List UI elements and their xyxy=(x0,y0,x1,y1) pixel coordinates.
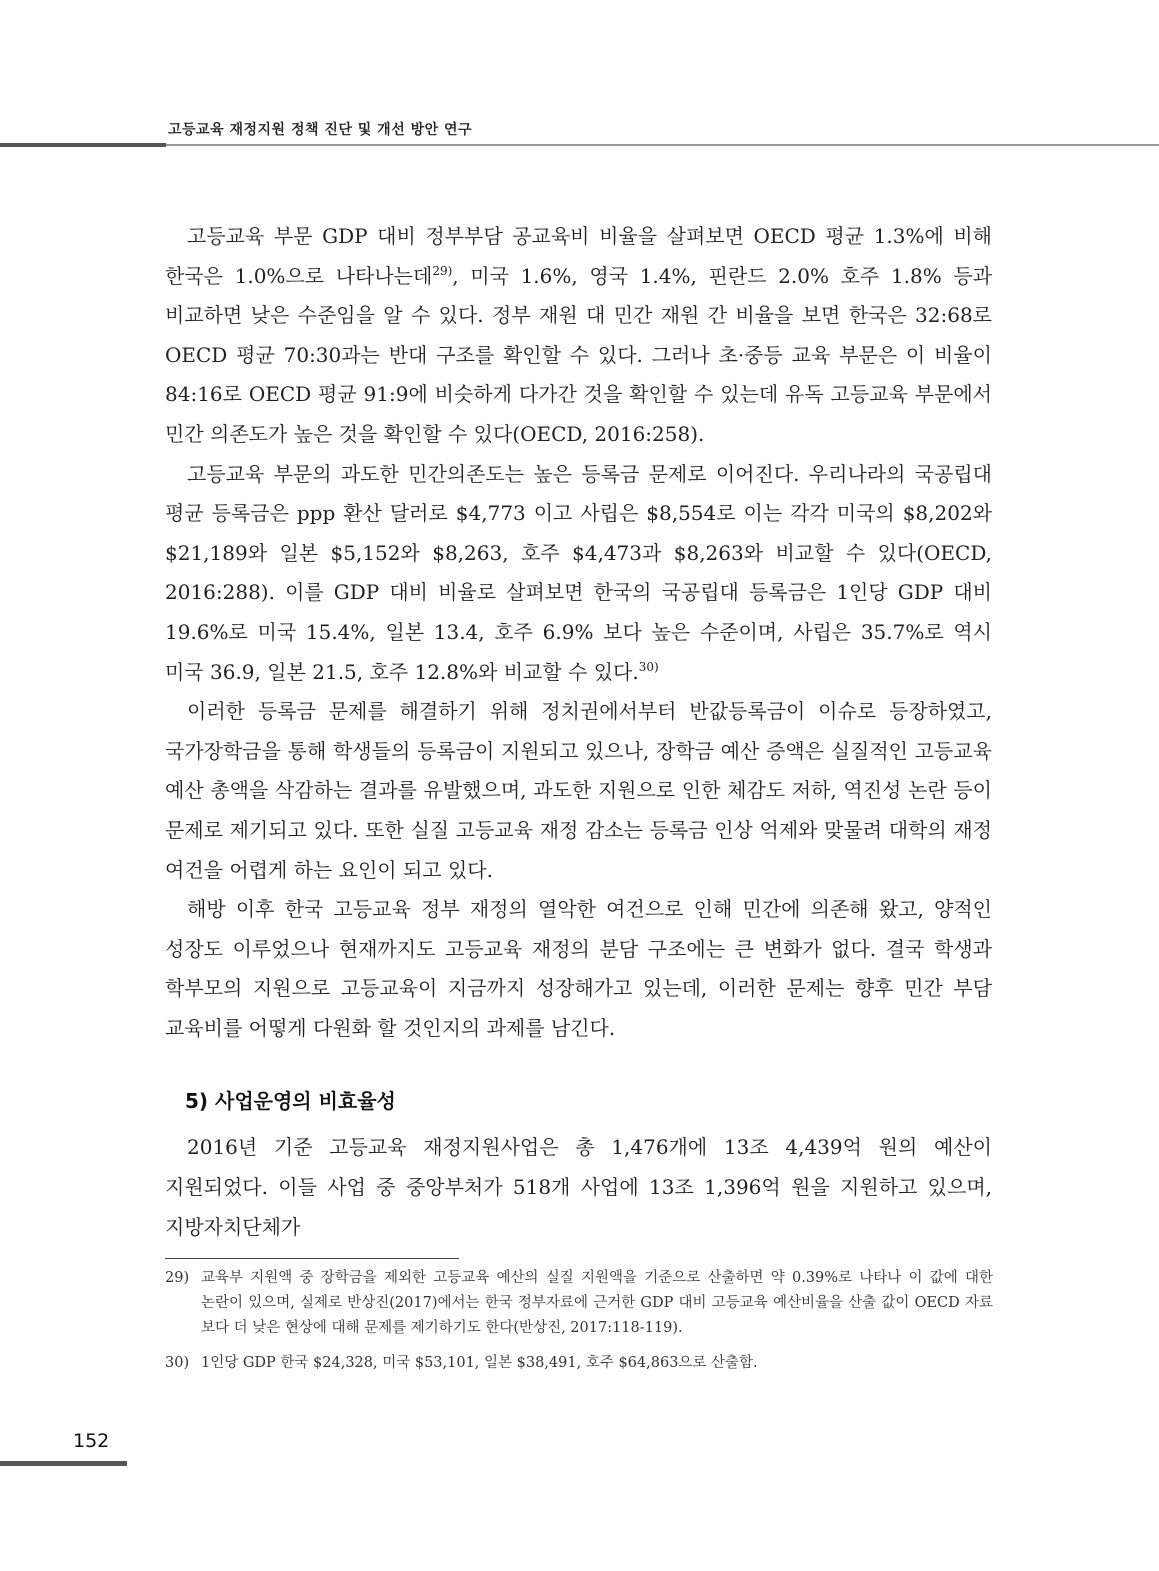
footnotes xyxy=(165,1266,993,1376)
paragraph-text: , 미국 1.6%, 영국 1.4%, 핀란드 2.0% 호주 1.8% 등과 비교하면 낮은 수준임을 알 수 있다. 정부 재원 대 민간 재원 간 비율을 보면 한국은 32:68로 OECD 평균 70:30과는 반대 구조를 확인할 수 있다. 그러나 초·중등 교육 부문은 이 비율이 84:16로 OECD 평균 91:9에 비슷하게 다가간 것을 확인할 수 있는데 유독 고등교육 부문에서 민간 의존도가 높은 것을 확인할 수 있다(OECD, 2016:258). xyxy=(165,263,992,446)
running-header-title: 고등교육 재정지원 정책 진단 및 개선 방안 연구 xyxy=(168,122,473,138)
header-rule xyxy=(166,144,1159,146)
footnote-text: 1인당 GDP 한국 $24,328, 미국 $53,101, 일본 $38,491, 호주 $64,863으로 산출함. xyxy=(201,1355,758,1371)
paragraph-private-dependence: 해방 이후 한국 고등교육 정부 재정의 열악한 여건으로 인해 민간에 의존해 왔고, 양적인 성장도 이루었으나 현재까지도 고등교육 재정의 분담 구조에는 큰 변화가 없다. 결국 학생과 학부모의 지원으로 고등교육이 지금까지 성장해가고 있는데, 이러한 문제는 향후 민간 부담 교육비를 어떻게 다원화 할 것인지의 과제를 남긴다. xyxy=(165,897,992,1040)
footnote-30 xyxy=(165,1351,993,1376)
paragraph-tuition xyxy=(165,455,992,693)
footnote-number: 29) xyxy=(165,1270,190,1286)
footnote-number: 30) xyxy=(165,1355,190,1371)
paragraph-programs: 2016년 기준 고등교육 재정지원사업은 총 1,476개에 13조 4,439억 원의 예산이 지원되었다. 이들 사업 중 중앙부처가 518개 사업에 13조 1,396억 원을 지원하고 있으며, 지방자치단체가 xyxy=(165,1135,992,1239)
page-number-rule xyxy=(0,1461,127,1466)
footnote-separator xyxy=(165,1258,459,1259)
section-heading: 5) 사업운영의 비효율성 xyxy=(185,1089,396,1114)
paragraph-half-tuition: 이러한 등록금 문제를 해결하기 위해 정치권에서부터 반값등록금이 이슈로 등장하였고, 국가장학금을 통해 학생들의 등록금이 지원되고 있으나, 장학금 예산 증액은 실질적인 고등교육 예산 총액을 삭감하는 결과를 유발했으며, 과도한 지원으로 인한 체감도 저하, 역진성 논란 등이 문제로 제기되고 있다. 또한 실질 고등교육 재정 감소는 등록금 인상 억제와 맞물려 대학의 재정 여건을 어렵게 하는 요인이 되고 있다. xyxy=(165,699,992,882)
paragraph-text: 고등교육 부문의 과도한 민간의존도는 높은 등록금 문제로 이어진다. 우리나라의 국공립대 평균 등록금은 ppp 환산 달러로 $4,773 이고 사립은 $8,554로 이는 각각 미국의 $8,202와 $21,189와 일본 $5,152와 $8,263, 호주 $4,473과 $8,263와 비교할 수 있다(OECD, 2016:288). 이를 GDP 대비 비율로 살펴보면 한국의 국공립대 등록금은 1인당 GDP 대비 19.6%로 미국 15.4%, 일본 13.4, 호주 6.9% 보다 높은 수준이며, 사립은 35.7%로 역시 미국 36.9, 일본 21.5, 호주 12.8%와 비교할 수 있다. xyxy=(165,461,992,684)
page-number: 152 xyxy=(73,1430,110,1452)
paragraph-gdp-ratio xyxy=(165,217,992,455)
footnote-29 xyxy=(165,1266,993,1341)
paragraph-text: 고등교육 부문 GDP 대비 정부부담 공교육비 비율을 살펴보면 OECD 평균 1.3%에 비해 한국은 1.0%으로 나타나는데 xyxy=(165,224,992,288)
footnote-text: 교육부 지원액 중 장학금을 제외한 고등교육 예산의 실질 지원액을 기준으로 산출하면 약 0.39%로 나타나 이 값에 대한 논란이 있으며, 실제로 반상진(2017)에서는 한국 정부자료에 근거한 GDP 대비 고등교육 예산비율을 산출 값이 OECD 자료 보다 더 낮은 현상에 대해 문제를 제기하기도 한다(반상진, 2017:118-119). xyxy=(201,1270,993,1336)
footnote-ref-30[interactable]: 30) xyxy=(638,659,659,674)
body-text xyxy=(165,217,992,1247)
header-rule-accent xyxy=(0,143,166,147)
footnote-ref-29[interactable]: 29) xyxy=(432,263,453,278)
